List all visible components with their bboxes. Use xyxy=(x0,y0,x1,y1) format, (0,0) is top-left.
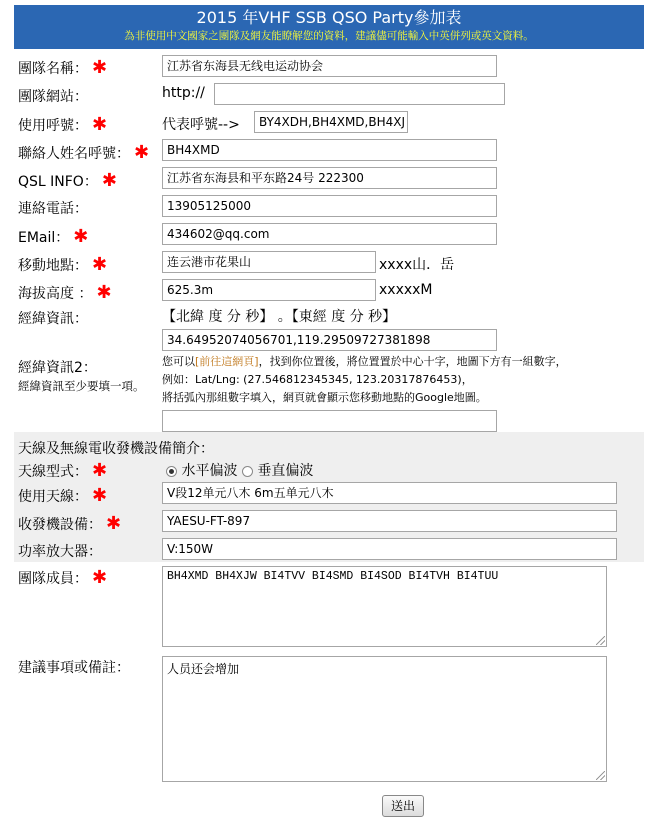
equipment-section-title: 天線及無線電收發機設備簡介： xyxy=(18,441,214,457)
altitude-input[interactable]: 625.3m xyxy=(162,279,376,301)
horizontal-label: 水平偏波 xyxy=(181,463,238,479)
contact-label: 聯絡人姓名呼號： ✱ xyxy=(18,142,150,163)
members-label: 團隊成員： ✱ xyxy=(18,567,108,588)
team-site-input[interactable] xyxy=(214,83,505,105)
required-icon: ✱ xyxy=(92,567,108,588)
coords-hint: 【北緯 度 分 秒】 。【東經 度 分 秒】 xyxy=(162,309,397,325)
qsl-label: QSL INFO： ✱ xyxy=(18,170,117,191)
required-icon: ✱ xyxy=(134,142,150,163)
location-label: 移動地點： ✱ xyxy=(18,254,108,275)
callsign-label: 使用呼號： ✱ xyxy=(18,114,108,135)
location-input[interactable]: 连云港市花果山 xyxy=(162,251,376,273)
vertical-label: 垂直偏波 xyxy=(257,463,314,479)
vertical-radio[interactable] xyxy=(242,466,253,477)
coords2-help-line3: 將括弧內那組數字填入，網頁就會顯示您移動地點的Google地圖。 xyxy=(162,391,487,404)
map-page-link[interactable]: [前往這網頁] xyxy=(195,355,259,368)
required-icon: ✱ xyxy=(92,460,108,481)
transceiver-label: 收發機設備： ✱ xyxy=(18,513,122,534)
phone-label: 連絡電話： xyxy=(18,201,88,217)
form-header xyxy=(14,5,644,49)
contact-input[interactable]: BH4XMD xyxy=(162,139,497,161)
email-label: EMail： ✱ xyxy=(18,226,89,247)
altitude-hint: xxxxxM xyxy=(379,282,433,298)
resize-grip-icon[interactable] xyxy=(596,771,605,780)
antenna-type-label: 天線型式： ✱ xyxy=(18,460,108,481)
http-prefix: http:// xyxy=(162,85,205,101)
amplifier-label: 功率放大器： xyxy=(18,544,102,560)
form-subtitle: 為非使用中文國家之團隊及網友能瞭解您的資料，建議儘可能輸入中英併列或英文資料。 xyxy=(124,30,534,42)
notes-label: 建議事項或備註： xyxy=(18,660,130,676)
coords2-label: 經緯資訊2： xyxy=(18,360,97,376)
required-icon: ✱ xyxy=(92,114,108,135)
required-icon: ✱ xyxy=(92,485,108,506)
required-icon: ✱ xyxy=(92,57,108,78)
team-name-input[interactable]: 江苏省东海县无线电运动协会 xyxy=(162,55,497,77)
resize-grip-icon[interactable] xyxy=(596,636,605,645)
antenna-input[interactable]: V段12单元八木 6m五单元八木 xyxy=(162,482,617,504)
required-icon: ✱ xyxy=(96,282,112,303)
coords2-help-line2: 例如：Lat/Lng: (27.546812345345, 123.20317876453)， xyxy=(162,373,473,386)
notes-textarea[interactable]: 人员还会增加 xyxy=(162,656,607,782)
altitude-label: 海拔高度 ： ✱ xyxy=(18,282,112,303)
team-name-label: 團隊名稱： ✱ xyxy=(18,57,108,78)
antenna-type-group xyxy=(166,460,313,480)
qsl-input[interactable]: 江苏省东海县和平东路24号 222300 xyxy=(162,167,497,189)
horizontal-radio[interactable] xyxy=(166,466,177,477)
coords2-sublabel: 經緯資訊至少要填一項。 xyxy=(18,379,145,393)
coords-input[interactable]: 34.64952074056701,119.29509727381898 xyxy=(162,329,497,351)
transceiver-input[interactable]: YAESU-FT-897 xyxy=(162,510,617,532)
phone-input[interactable]: 13905125000 xyxy=(162,195,497,217)
antenna-label: 使用天線： ✱ xyxy=(18,485,108,506)
callsign-input[interactable]: BY4XDH,BH4XMD,BH4XJ xyxy=(254,111,408,133)
email-input[interactable]: 434602@qq.com xyxy=(162,223,497,245)
callsign-prefix: 代表呼號--> xyxy=(162,117,240,133)
required-icon: ✱ xyxy=(73,226,89,247)
submit-button[interactable]: 送出 xyxy=(382,795,424,817)
amplifier-input[interactable]: V:150W xyxy=(162,538,617,560)
required-icon: ✱ xyxy=(101,170,117,191)
required-icon: ✱ xyxy=(106,513,122,534)
form-title: 2015 年VHF SSB QSO Party參加表 xyxy=(196,8,462,27)
required-icon: ✱ xyxy=(92,254,108,275)
members-textarea[interactable]: BH4XMD BH4XJW BI4TVV BI4SMD BI4SOD BI4TVH BI4TUU xyxy=(162,566,607,647)
location-hint: xxxx山．岳 xyxy=(379,257,455,273)
coords2-input[interactable] xyxy=(162,410,497,432)
coords-label: 經緯資訊： xyxy=(18,311,88,327)
coords2-help-line1: 您可以[前往這網頁]，找到你位置後，將位置置於中心十字，地圖下方有一組數字， xyxy=(162,355,567,368)
team-site-label: 團隊網站： xyxy=(18,89,88,105)
